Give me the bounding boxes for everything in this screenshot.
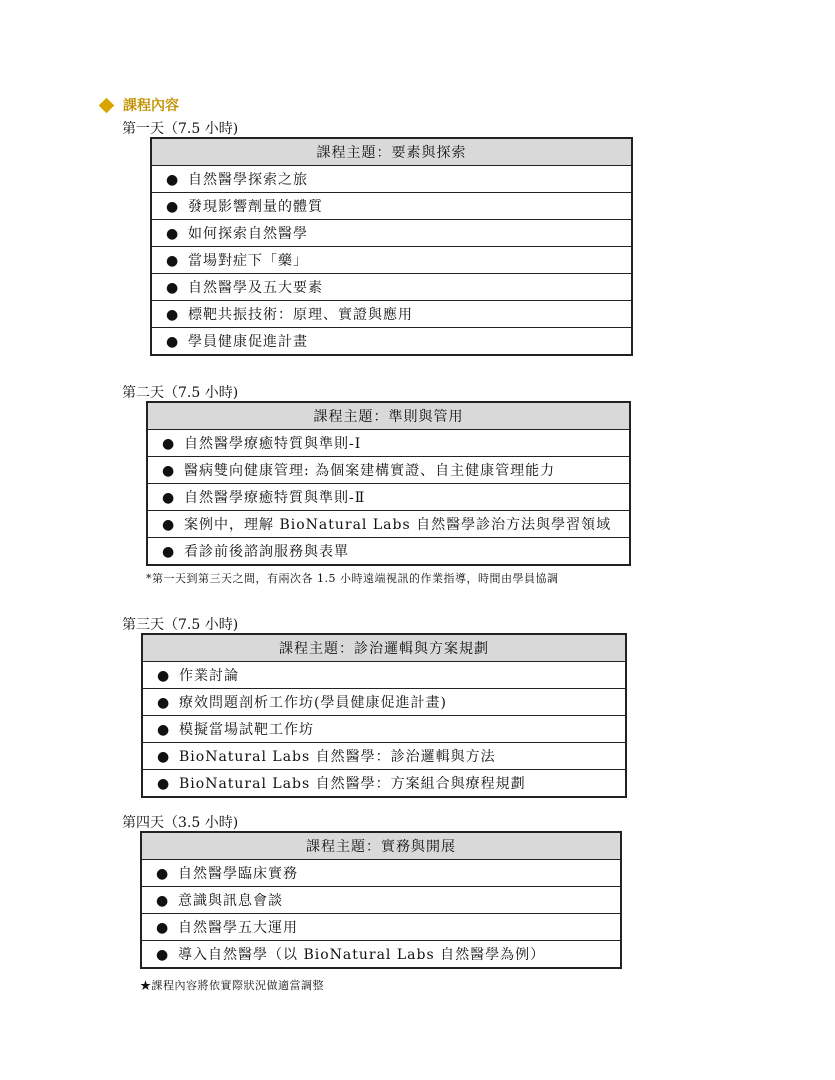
list-item: 自然醫學臨床實務 bbox=[178, 866, 298, 882]
table-row: ● 自然醫學療癒特質與準則-Ⅰ bbox=[147, 430, 630, 457]
list-item: 療效問題剖析工作坊(學員健康促進計畫) bbox=[179, 695, 447, 711]
list-item: 自然醫學五大運用 bbox=[178, 920, 298, 936]
footer-note: ★課程內容將依實際狀況做適當調整 bbox=[140, 979, 324, 992]
list-item: 自然醫學及五大要素 bbox=[188, 280, 323, 296]
list-item: BioNatural Labs 自然醫學：方案組合與療程規劃 bbox=[179, 776, 526, 792]
table-row: ● 導入自然醫學（以 BioNatural Labs 自然醫學為例） bbox=[141, 941, 621, 969]
list-item: 自然醫學療癒特質與準則-Ⅱ bbox=[184, 490, 366, 506]
table-row: ● 自然醫學探索之旅 bbox=[151, 166, 632, 193]
day4-table bbox=[140, 831, 622, 969]
section-heading-text: 課程內容 bbox=[123, 98, 179, 114]
table-row: ● BioNatural Labs 自然醫學：方案組合與療程規劃 bbox=[142, 770, 626, 798]
day2-title: 第二天（7.5 小時) bbox=[122, 385, 239, 401]
list-item: 意識與訊息會談 bbox=[178, 893, 283, 909]
table-row: ● 療效問題剖析工作坊(學員健康促進計畫) bbox=[142, 689, 626, 716]
table-row: ● 標靶共振技術：原理、實證與應用 bbox=[151, 301, 632, 328]
day2-table bbox=[146, 401, 631, 566]
table-row: ● 案例中，理解 BioNatural Labs 自然醫學診治方法與學習領域 bbox=[147, 511, 630, 538]
list-item: 作業討論 bbox=[179, 668, 239, 684]
list-item: 自然醫學探索之旅 bbox=[188, 172, 308, 188]
list-item: 學員健康促進計畫 bbox=[188, 334, 308, 350]
table-row: ● 模擬當場試靶工作坊 bbox=[142, 716, 626, 743]
day3-title: 第三天（7.5 小時) bbox=[122, 617, 239, 633]
list-item: 案例中，理解 BioNatural Labs 自然醫學診治方法與學習領域 bbox=[184, 517, 612, 533]
table-row: ● 看診前後諮詢服務與表單 bbox=[147, 538, 630, 566]
day3-theme: 課程主題：診治邏輯與方案規劃 bbox=[142, 634, 626, 662]
list-item: 模擬當場試靶工作坊 bbox=[179, 722, 314, 738]
day1-title: 第一天（7.5 小時) bbox=[122, 121, 239, 137]
list-item: BioNatural Labs 自然醫學：診治邏輯與方法 bbox=[179, 749, 496, 765]
table-row: ● BioNatural Labs 自然醫學：診治邏輯與方法 bbox=[142, 743, 626, 770]
section-heading bbox=[98, 94, 179, 116]
list-item: 導入自然醫學（以 BioNatural Labs 自然醫學為例） bbox=[178, 947, 546, 963]
list-item: 看診前後諮詢服務與表單 bbox=[184, 544, 349, 560]
diamond-icon bbox=[99, 97, 115, 113]
day4-theme: 課程主題：實務與開展 bbox=[141, 832, 621, 860]
list-item: 發現影響劑量的體質 bbox=[188, 199, 323, 215]
day3-table bbox=[141, 633, 627, 798]
list-item: 標靶共振技術：原理、實證與應用 bbox=[188, 307, 413, 323]
list-item: 自然醫學療癒特質與準則-Ⅰ bbox=[184, 436, 362, 452]
list-item: 如何探索自然醫學 bbox=[188, 226, 308, 242]
table-row: ● 自然醫學及五大要素 bbox=[151, 274, 632, 301]
list-item: 醫病雙向健康管理: 為個案建構實證、自主健康管理能力 bbox=[184, 463, 556, 479]
table-row: ● 自然醫學五大運用 bbox=[141, 914, 621, 941]
day4-title: 第四天（3.5 小時) bbox=[122, 815, 239, 831]
table-row: ● 發現影響劑量的體質 bbox=[151, 193, 632, 220]
day2-theme: 課程主題：準則與管用 bbox=[147, 402, 630, 430]
day1-table bbox=[150, 137, 633, 356]
table-row: ● 意識與訊息會談 bbox=[141, 887, 621, 914]
table-row: ● 自然醫學療癒特質與準則-Ⅱ bbox=[147, 484, 630, 511]
day1-theme: 課程主題：要素與探索 bbox=[151, 138, 632, 166]
table-row: ● 自然醫學臨床實務 bbox=[141, 860, 621, 887]
table-row: ● 學員健康促進計畫 bbox=[151, 328, 632, 356]
list-item: 當場對症下「藥」 bbox=[188, 253, 308, 269]
table-row: ● 如何探索自然醫學 bbox=[151, 220, 632, 247]
day2-note: *第一天到第三天之間，有兩次各 1.5 小時遠端視訊的作業指導，時間由學員協調 bbox=[146, 572, 559, 585]
table-row: ● 醫病雙向健康管理: 為個案建構實證、自主健康管理能力 bbox=[147, 457, 630, 484]
table-row: ● 作業討論 bbox=[142, 662, 626, 689]
table-row: ● 當場對症下「藥」 bbox=[151, 247, 632, 274]
